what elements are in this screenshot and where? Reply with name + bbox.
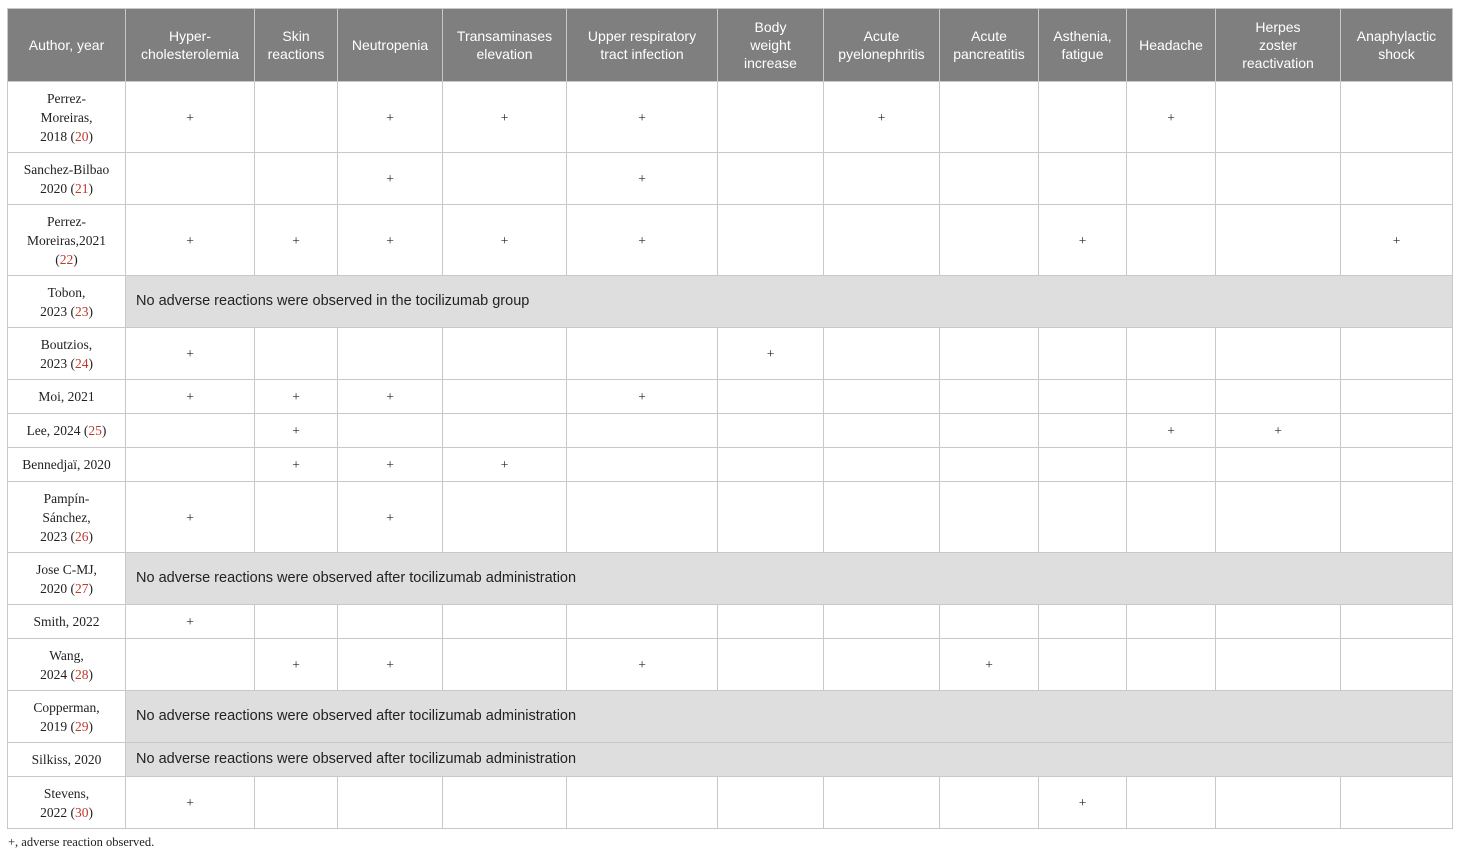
reaction-cell xyxy=(1127,328,1216,380)
reaction-cell: + xyxy=(255,448,338,482)
header-cell: Transaminases elevation xyxy=(443,9,567,82)
reaction-cell xyxy=(1127,605,1216,639)
reaction-cell: + xyxy=(567,82,718,153)
author-text: Moi, 2021 xyxy=(38,389,95,404)
reaction-cell xyxy=(443,605,567,639)
author-text: Lee, 2024 ( xyxy=(26,423,89,438)
reference-close: ) xyxy=(88,580,93,596)
reaction-cell: + xyxy=(338,205,443,276)
reaction-cell: + xyxy=(126,777,255,829)
reaction-cell xyxy=(1341,82,1453,153)
header-cell: Herpes zoster reactivation xyxy=(1216,9,1341,82)
header-cell: Hyper- cholesterolemia xyxy=(126,9,255,82)
reaction-cell xyxy=(824,380,940,414)
reaction-cell xyxy=(1341,414,1453,448)
table-row xyxy=(8,605,1453,639)
table-footnote: +, adverse reaction observed. xyxy=(8,835,155,849)
author-year-cell xyxy=(8,777,126,829)
reaction-cell xyxy=(1039,482,1127,553)
author-year-cell xyxy=(8,328,126,380)
table-row xyxy=(8,205,1453,276)
reaction-cell xyxy=(824,153,940,205)
author-text: Silkiss, 2020 xyxy=(31,752,102,767)
header-row xyxy=(8,9,1453,82)
reaction-cell xyxy=(1039,605,1127,639)
header-cell: Body weight increase xyxy=(718,9,824,82)
reaction-cell: + xyxy=(1039,777,1127,829)
table-row xyxy=(8,414,1453,448)
reference-close: ) xyxy=(88,180,93,196)
reaction-cell xyxy=(940,82,1039,153)
reaction-cell: + xyxy=(824,82,940,153)
reaction-cell: + xyxy=(1216,414,1341,448)
no-adverse-reactions-note: No adverse reactions were observed after tocilizumab administration xyxy=(126,743,1453,777)
reaction-cell xyxy=(718,777,824,829)
header-cell: Neutropenia xyxy=(338,9,443,82)
author-text: Stevens, 2022 ( xyxy=(40,785,90,820)
reaction-cell xyxy=(1039,380,1127,414)
reaction-cell xyxy=(718,205,824,276)
reaction-cell xyxy=(718,380,824,414)
reference-link[interactable]: 27 xyxy=(74,580,89,596)
reaction-cell: + xyxy=(126,482,255,553)
reaction-cell xyxy=(255,153,338,205)
author-year-cell xyxy=(8,153,126,205)
reaction-cell: + xyxy=(338,639,443,691)
reaction-cell: + xyxy=(443,448,567,482)
reference-link[interactable]: 30 xyxy=(74,804,89,820)
reaction-cell: + xyxy=(567,205,718,276)
table-row xyxy=(8,153,1453,205)
table-row xyxy=(8,82,1453,153)
reference-close: ) xyxy=(73,251,78,267)
reaction-cell xyxy=(567,482,718,553)
author-year-cell xyxy=(8,553,126,605)
reaction-cell xyxy=(824,328,940,380)
reaction-cell: + xyxy=(338,153,443,205)
reaction-cell xyxy=(338,777,443,829)
reaction-cell: + xyxy=(126,605,255,639)
reaction-cell: + xyxy=(567,153,718,205)
reaction-cell: + xyxy=(1127,82,1216,153)
reference-close: ) xyxy=(88,718,93,734)
reaction-cell xyxy=(338,414,443,448)
author-year-cell xyxy=(8,482,126,553)
reaction-cell xyxy=(126,414,255,448)
reaction-cell xyxy=(940,448,1039,482)
table-row xyxy=(8,743,1453,777)
reference-close: ) xyxy=(88,355,93,371)
reaction-cell xyxy=(1039,328,1127,380)
reaction-cell: + xyxy=(338,380,443,414)
author-year-cell xyxy=(8,639,126,691)
reaction-cell xyxy=(443,414,567,448)
reaction-cell xyxy=(255,482,338,553)
table-row xyxy=(8,276,1453,328)
reaction-cell xyxy=(1341,448,1453,482)
reaction-cell xyxy=(1216,328,1341,380)
reaction-cell: + xyxy=(255,205,338,276)
reaction-cell xyxy=(567,448,718,482)
reaction-cell: + xyxy=(255,380,338,414)
reaction-cell xyxy=(567,777,718,829)
reaction-cell xyxy=(824,777,940,829)
reaction-cell xyxy=(718,414,824,448)
reaction-cell xyxy=(1127,380,1216,414)
author-text: Pampín- Sánchez, 2023 ( xyxy=(40,490,91,544)
reference-link[interactable]: 24 xyxy=(74,355,89,371)
author-text: Sanchez-Bilbao 2020 ( xyxy=(23,161,110,196)
reaction-cell: + xyxy=(443,82,567,153)
reaction-cell xyxy=(1216,380,1341,414)
reaction-cell xyxy=(824,448,940,482)
reference-link[interactable]: 20 xyxy=(74,128,89,144)
header-cell: Upper respiratory tract infection xyxy=(567,9,718,82)
header-cell: Asthenia, fatigue xyxy=(1039,9,1127,82)
author-year-cell xyxy=(8,276,126,328)
reaction-cell xyxy=(1127,448,1216,482)
author-year-cell xyxy=(8,205,126,276)
reaction-cell: + xyxy=(567,380,718,414)
reaction-cell xyxy=(940,205,1039,276)
reference-link[interactable]: 23 xyxy=(74,303,89,319)
reaction-cell: + xyxy=(126,82,255,153)
reaction-cell xyxy=(824,605,940,639)
reaction-cell xyxy=(255,777,338,829)
reaction-cell xyxy=(1039,448,1127,482)
reaction-cell xyxy=(1341,380,1453,414)
header-cell: Acute pancreatitis xyxy=(940,9,1039,82)
reaction-cell xyxy=(443,777,567,829)
reaction-cell xyxy=(1039,639,1127,691)
reaction-cell xyxy=(1341,153,1453,205)
reference-link[interactable]: 26 xyxy=(74,528,89,544)
reference-close: ) xyxy=(88,666,93,682)
author-year-cell xyxy=(8,691,126,743)
author-year-cell xyxy=(8,605,126,639)
reaction-cell xyxy=(1341,328,1453,380)
reference-close: ) xyxy=(88,303,93,319)
no-adverse-reactions-note: No adverse reactions were observed after tocilizumab administration xyxy=(126,553,1453,605)
reaction-cell xyxy=(338,328,443,380)
author-text: Bennedjaï, 2020 xyxy=(22,457,111,472)
reaction-cell xyxy=(1216,153,1341,205)
reaction-cell xyxy=(940,153,1039,205)
author-year-cell xyxy=(8,82,126,153)
reaction-cell: + xyxy=(1039,205,1127,276)
reaction-cell xyxy=(443,639,567,691)
reaction-cell xyxy=(443,328,567,380)
reaction-cell xyxy=(567,328,718,380)
adverse-reactions-table xyxy=(7,8,1453,829)
reaction-cell: + xyxy=(1341,205,1453,276)
reaction-cell: + xyxy=(940,639,1039,691)
reaction-cell xyxy=(443,153,567,205)
reaction-cell xyxy=(1216,777,1341,829)
reaction-cell xyxy=(1216,82,1341,153)
reaction-cell: + xyxy=(255,639,338,691)
reaction-cell xyxy=(824,639,940,691)
reaction-cell: + xyxy=(338,448,443,482)
reaction-cell xyxy=(824,482,940,553)
header-cell: Headache xyxy=(1127,9,1216,82)
reaction-cell xyxy=(940,605,1039,639)
header-cell: Acute pyelonephritis xyxy=(824,9,940,82)
author-text: Boutzios, 2023 ( xyxy=(40,336,93,371)
reaction-cell xyxy=(1216,482,1341,553)
reference-close: ) xyxy=(88,528,93,544)
reaction-cell xyxy=(718,605,824,639)
reaction-cell: + xyxy=(443,205,567,276)
table-row xyxy=(8,777,1453,829)
header-cell: Skin reactions xyxy=(255,9,338,82)
reaction-cell xyxy=(940,380,1039,414)
reaction-cell: + xyxy=(126,380,255,414)
author-text: Tobon, 2023 ( xyxy=(40,284,86,319)
author-text: Jose C-MJ, 2020 ( xyxy=(36,561,97,596)
reaction-cell xyxy=(1216,448,1341,482)
reaction-cell xyxy=(126,448,255,482)
table-row xyxy=(8,553,1453,605)
reaction-cell: + xyxy=(567,639,718,691)
reaction-cell xyxy=(718,153,824,205)
table-row xyxy=(8,448,1453,482)
reaction-cell xyxy=(718,482,824,553)
reaction-cell xyxy=(1127,639,1216,691)
reaction-cell xyxy=(255,82,338,153)
reaction-cell: + xyxy=(338,482,443,553)
reaction-cell xyxy=(255,605,338,639)
reaction-cell: + xyxy=(1127,414,1216,448)
reaction-cell xyxy=(1039,153,1127,205)
table-row xyxy=(8,482,1453,553)
table-row xyxy=(8,380,1453,414)
table-row xyxy=(8,691,1453,743)
header-cell: Author, year xyxy=(8,9,126,82)
reaction-cell xyxy=(567,605,718,639)
reaction-cell xyxy=(1341,482,1453,553)
author-year-cell xyxy=(8,743,126,777)
reaction-cell: + xyxy=(255,414,338,448)
no-adverse-reactions-note: No adverse reactions were observed after tocilizumab administration xyxy=(126,691,1453,743)
author-text: Smith, 2022 xyxy=(33,614,100,629)
reaction-cell xyxy=(1216,605,1341,639)
reaction-cell xyxy=(824,414,940,448)
reaction-cell xyxy=(940,777,1039,829)
reference-link[interactable]: 29 xyxy=(74,718,89,734)
reaction-cell xyxy=(1039,414,1127,448)
reaction-cell xyxy=(1341,777,1453,829)
table-row xyxy=(8,639,1453,691)
reference-link[interactable]: 25 xyxy=(88,423,102,438)
reaction-cell xyxy=(126,153,255,205)
reaction-cell: + xyxy=(126,328,255,380)
reference-close: ) xyxy=(101,423,107,438)
reaction-cell xyxy=(1341,605,1453,639)
reaction-cell xyxy=(255,328,338,380)
author-year-cell xyxy=(8,448,126,482)
reaction-cell xyxy=(443,482,567,553)
reaction-cell xyxy=(824,205,940,276)
reaction-cell xyxy=(940,328,1039,380)
reference-close: ) xyxy=(88,804,93,820)
reference-link[interactable]: 28 xyxy=(74,666,89,682)
author-text: Wang, 2024 ( xyxy=(40,647,84,682)
author-year-cell xyxy=(8,380,126,414)
reaction-cell xyxy=(126,639,255,691)
no-adverse-reactions-note: No adverse reactions were observed in the tocilizumab group xyxy=(126,276,1453,328)
reaction-cell: + xyxy=(718,328,824,380)
reaction-cell xyxy=(1127,153,1216,205)
author-text: Copperman, 2019 ( xyxy=(33,699,100,734)
reaction-cell xyxy=(940,414,1039,448)
reaction-cell xyxy=(1127,777,1216,829)
reaction-cell xyxy=(1216,639,1341,691)
reference-close: ) xyxy=(88,128,93,144)
reaction-cell xyxy=(718,82,824,153)
author-text: Perrez- Moreiras, 2018 ( xyxy=(40,90,93,144)
reaction-cell xyxy=(443,380,567,414)
reaction-cell xyxy=(1039,82,1127,153)
reaction-cell: + xyxy=(126,205,255,276)
reference-link[interactable]: 21 xyxy=(74,180,89,196)
reaction-cell xyxy=(718,639,824,691)
table-row xyxy=(8,328,1453,380)
reference-link[interactable]: 22 xyxy=(59,251,74,267)
reaction-cell xyxy=(567,414,718,448)
reaction-cell xyxy=(1216,205,1341,276)
reaction-cell xyxy=(1127,482,1216,553)
author-year-cell xyxy=(8,414,126,448)
reaction-cell xyxy=(338,605,443,639)
reaction-cell xyxy=(940,482,1039,553)
author-text: Perrez- Moreiras,2021 ( xyxy=(26,213,107,267)
header-cell: Anaphylactic shock xyxy=(1341,9,1453,82)
table-body xyxy=(8,82,1453,829)
reaction-cell xyxy=(1341,639,1453,691)
reaction-cell xyxy=(718,448,824,482)
reaction-cell xyxy=(1127,205,1216,276)
reaction-cell: + xyxy=(338,82,443,153)
